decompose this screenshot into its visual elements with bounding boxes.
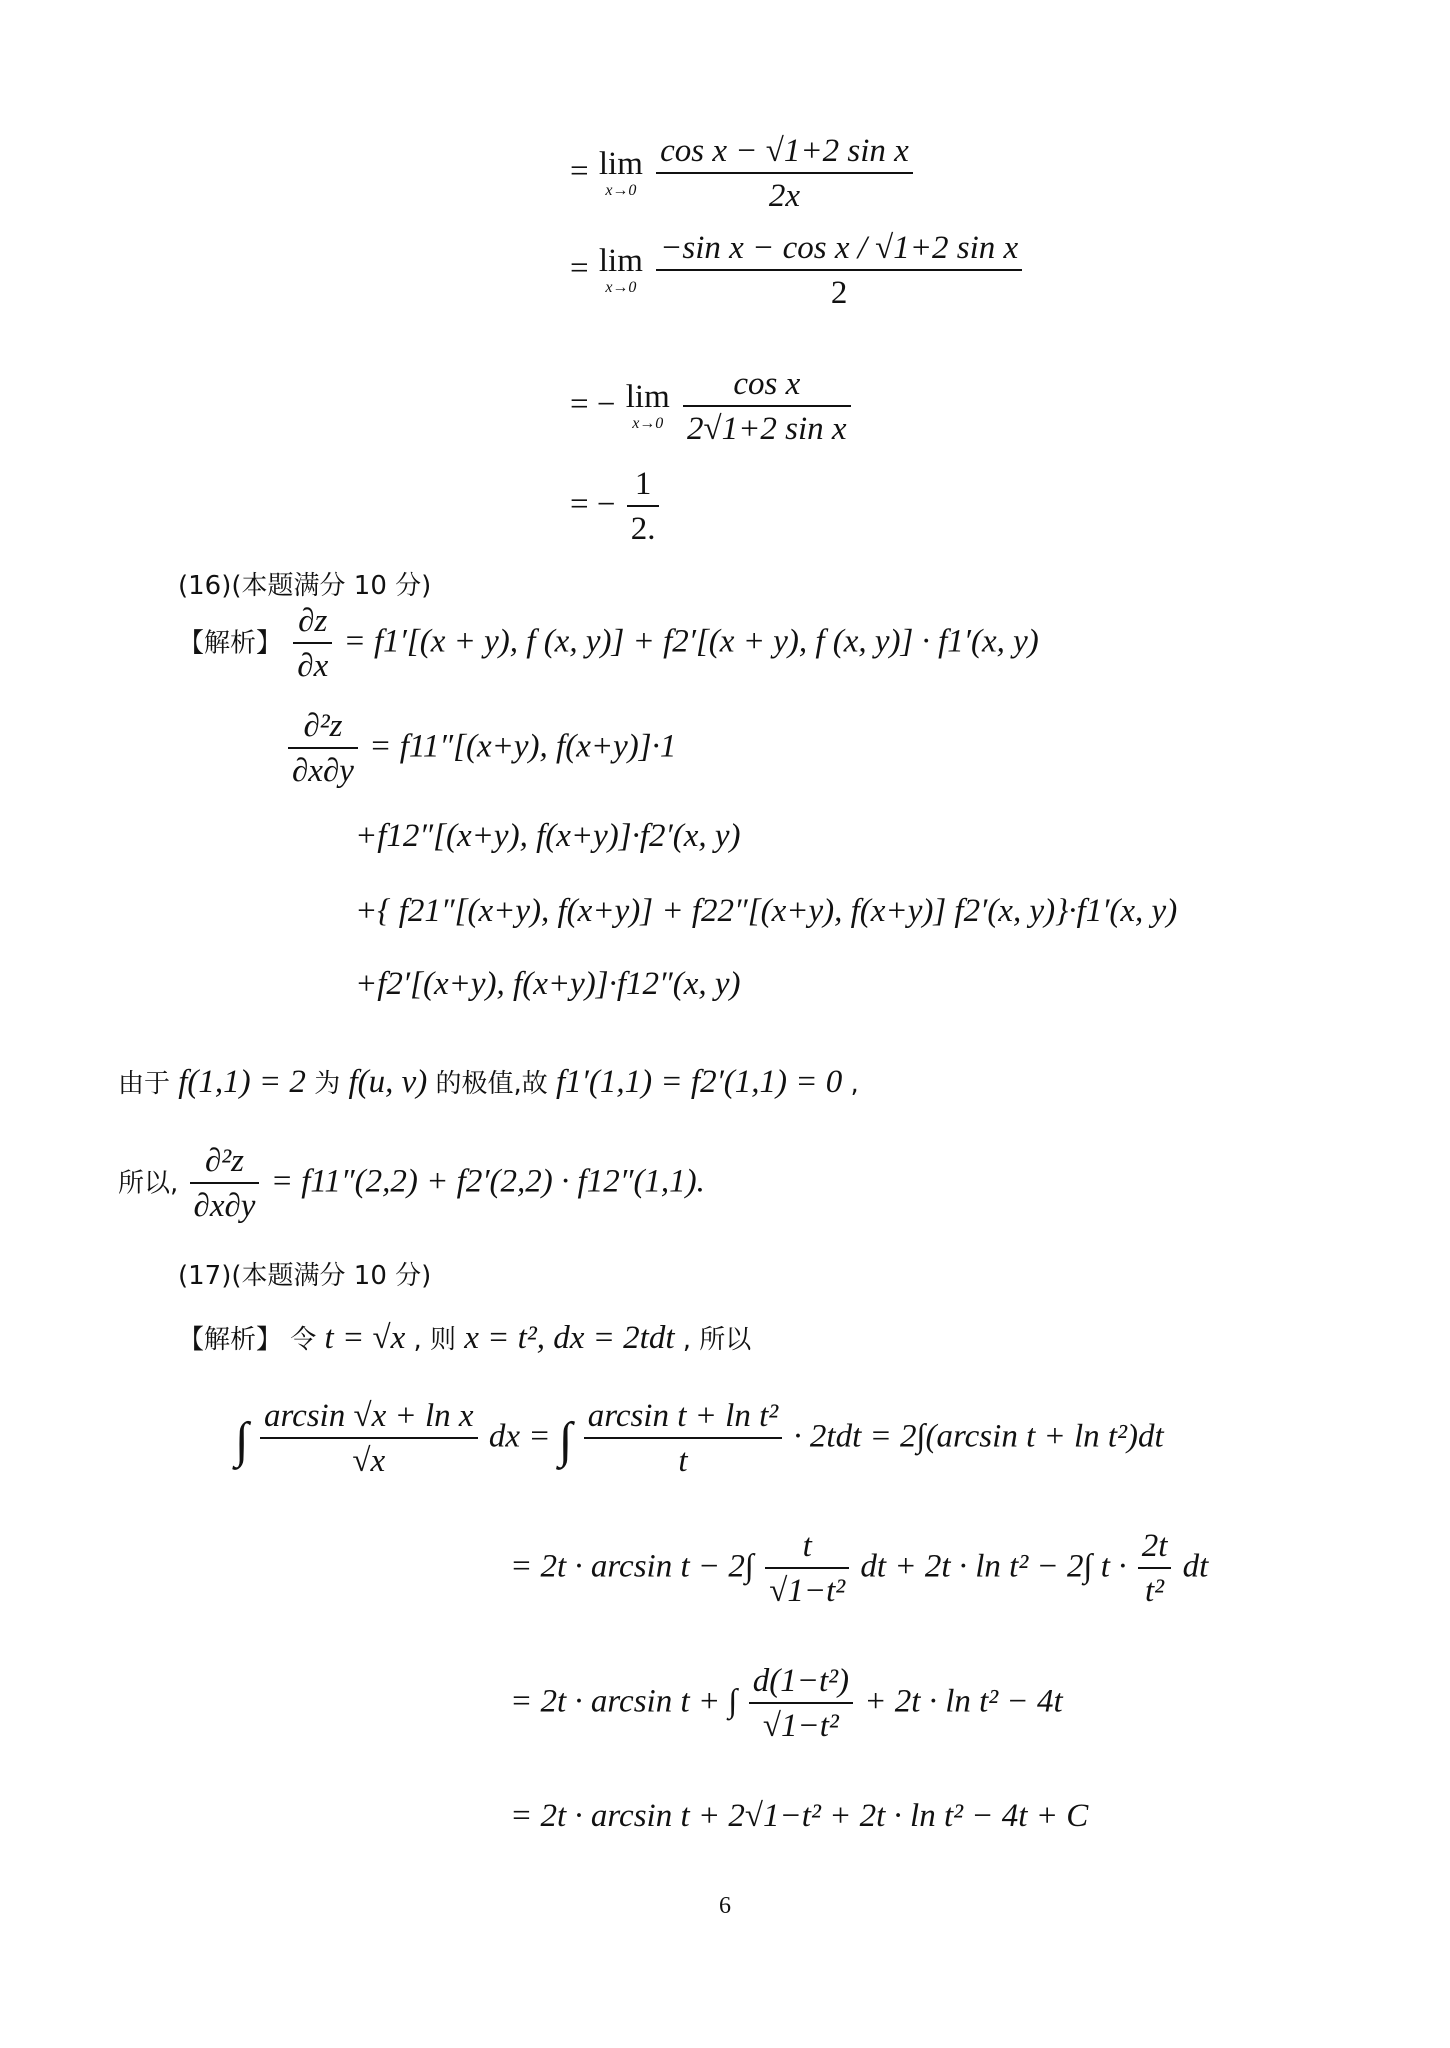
fraction: $\frac{2t}{\text{t²}}$: [1138, 1530, 1172, 1608]
second-partial-line-1: $\frac{\text{∂²z}}{\partial x\partial y}$ = f11″[(x+y), f(x+y)]·1: [285, 710, 676, 788]
second-partial-line-2: +f12″[(x+y), f(x+y)]·f2′(x, y): [355, 818, 741, 854]
partial-z-x-line: 【解析】 $\frac{\partial z}{\partial x}$ = f1′[(x + y), f (x, y)] + f2′[(x + y), f (x, y)] · f1′(x, y): [178, 603, 1039, 684]
integral-line-2: = 2t · arcsin t − 2∫ $\frac{t}{\text{√1−t²}}$ dt + 2t · ln t² − 2∫ t · $\frac{2t}{\text{t²}}$ dt: [510, 1528, 1209, 1609]
eq-line-4: = − $\frac{1}{2.}$: [570, 468, 662, 546]
page-number: 6: [719, 1893, 731, 1919]
eq-line-2: = lim x→0 $\frac{\text{−sin x − cos x / √1+2 sin x}}{2}$: [570, 232, 1025, 310]
eq-line-3: = − lim x→0 $\frac{\text{cos x}}{\text{2√1+2 sin x}}$: [570, 368, 854, 446]
fraction: $\frac{t}{\text{√1−t²}}$: [765, 1530, 849, 1608]
limit-operator: lim x→0: [598, 145, 643, 199]
therefore-line: 所以, $\frac{\text{∂²z}}{\partial x\partial y}$ = f11″(2,2) + f2′(2,2) · f12″(1,1).: [118, 1143, 705, 1224]
fraction: $\frac{\text{arcsin t + ln t²}}{t}$: [584, 1400, 782, 1478]
fraction: $\frac{\text{−sin x − cos x / √1+2 sin x}}{2}$: [656, 232, 1022, 310]
second-partial-line-3: +{ f21″[(x+y), f(x+y)] + f22″[(x+y), f(x+y)] f2′(x, y)}·f1′(x, y): [355, 893, 1178, 929]
eq-line-1: = lim x→0 $\frac{\text{cos x − √1+2 sin x}}{2x}$: [570, 135, 916, 213]
extremum-statement: 由于 f(1,1) = 2 为 f(u, v) 的极值,故 f1′(1,1) = f2′(1,1) = 0 ,: [118, 1064, 859, 1100]
fraction: $\frac{\text{cos x − √1+2 sin x}}{2x}$: [656, 135, 913, 213]
fraction: $\frac{\text{arcsin √x + ln x}}{√x}$: [260, 1400, 478, 1478]
fraction: $\frac{\text{∂²z}}{\partial x\partial y}$: [288, 710, 358, 788]
section-16-header: (16)(本题满分 10 分): [178, 571, 432, 601]
substitution-line: 【解析】 令 t = √x , 则 x = t², dx = 2tdt , 所以: [178, 1320, 752, 1356]
analysis-label: 【解析】: [178, 628, 283, 659]
fraction: $\frac{1}{2.}$: [627, 468, 660, 546]
fraction: $\frac{\text{d(1−t²)}}{\text{√1−t²}}$: [749, 1665, 853, 1743]
integral-line-4: = 2t · arcsin t + 2√1−t² + 2t · ln t² − 4t + C: [510, 1798, 1089, 1834]
fraction: $\frac{\partial z}{\partial x}$: [293, 605, 332, 683]
integral-line-1: ∫ $\frac{\text{arcsin √x + ln x}}{√x}$ dx = ∫ $\frac{\text{arcsin t + ln t²}}{t}$ · 2tdt = 2∫(arcsin t + ln t²)dt: [235, 1398, 1164, 1479]
second-partial-line-4: +f2′[(x+y), f(x+y)]·f12″(x, y): [355, 966, 741, 1002]
fraction: $\frac{\text{∂²z}}{\partial x\partial y}$: [190, 1145, 260, 1223]
limit-operator: lim x→0: [598, 242, 643, 296]
limit-operator: lim x→0: [625, 378, 670, 432]
section-17-header: (17)(本题满分 10 分): [178, 1261, 432, 1291]
fraction: $\frac{\text{cos x}}{\text{2√1+2 sin x}}$: [683, 368, 851, 446]
integral-line-3: = 2t · arcsin t + ∫ $\frac{\text{d(1−t²)}}{\text{√1−t²}}$ + 2t · ln t² − 4t: [510, 1663, 1063, 1744]
